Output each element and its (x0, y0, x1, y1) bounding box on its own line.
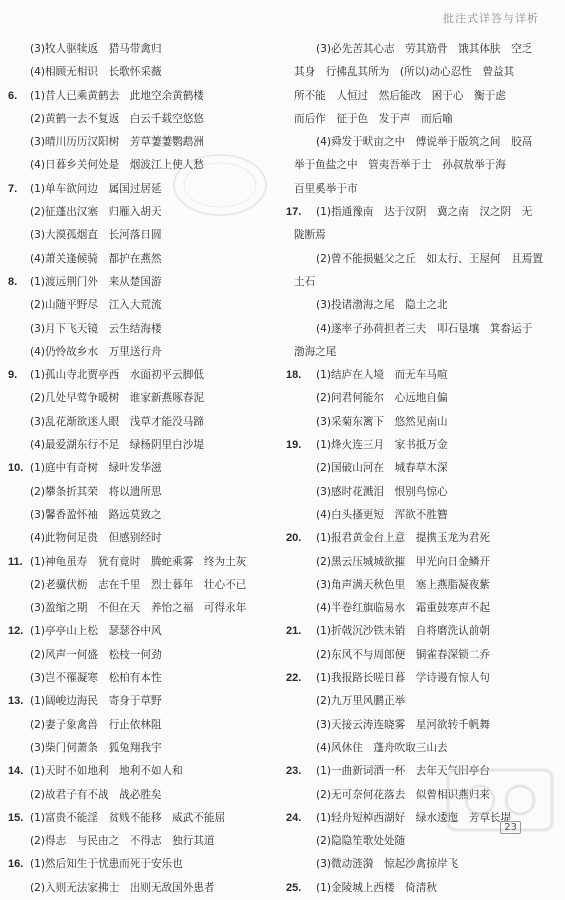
answer-text: (3)天接云涛连晓雾 星河欲转千帆舞 (316, 718, 490, 731)
answer-text: (2)曾不能损魁父之丘 如太行、王屋何 且焉置 (316, 252, 543, 265)
answer-text: (2)攀条折其荣 将以遗所思 (30, 485, 162, 498)
question-number: 20. (286, 532, 302, 545)
answer-text: (3)牧人驱犊返 猎马带禽归 (30, 43, 162, 55)
answer-text: (1)渡远荆门外 来从楚国游 (30, 275, 162, 288)
answer-text: 百里奚举于市 (294, 182, 358, 195)
question-number: 16. (8, 858, 24, 871)
question-number: 9. (8, 369, 18, 382)
answer-line (8, 481, 273, 504)
answer-line (8, 667, 273, 690)
answer-line (286, 714, 556, 737)
answer-line (286, 411, 556, 434)
answer-text: (2)无可奈何花落去 似曾相识燕归来 (316, 788, 490, 801)
answer-text: (3)岂不罹凝寒 松柏有本性 (30, 672, 162, 685)
question-number: 11. (8, 555, 23, 568)
answer-line (286, 504, 556, 527)
answer-text: 所不能 人恒过 然后能改 困于心 衡于虑 (294, 89, 506, 102)
answer-text: (2)国破山河在 城春草木深 (316, 462, 448, 475)
answer-line (286, 644, 556, 667)
answer-text: (1)天时不如地利 地利不如人和 (30, 765, 183, 778)
answer-text: (1)烽火连三月 家书抵万金 (316, 439, 448, 452)
question-number: 13. (8, 695, 24, 708)
answer-text: (1)昔人已乘黄鹤去 此地空余黄鹤楼 (30, 89, 204, 102)
answer-line (286, 318, 556, 341)
answer-line (286, 434, 556, 457)
answer-text: (3)柴门何萧条 狐兔翔我宇 (30, 741, 162, 754)
answer-text: (3)必先苦其心志 劳其筋骨 饿其体肤 空乏 (316, 43, 533, 55)
answer-line (286, 201, 556, 224)
answer-text: (1)结庐在人境 而无车马喧 (316, 369, 448, 382)
answer-text: (2)几处早莺争暖树 谁家新燕啄春泥 (30, 392, 204, 405)
answer-text: 渤海之尾 (294, 345, 337, 358)
answer-text: (4)此物何足贵 但感别经时 (30, 532, 162, 545)
answer-line (286, 38, 556, 61)
answer-line (286, 248, 556, 271)
answer-text: (2)风声一何盛 松枝一何劲 (30, 648, 162, 661)
answer-line (8, 690, 273, 713)
answer-text: (1)然后知生于忧患而死于安乐也 (30, 858, 183, 871)
answer-line (8, 527, 273, 550)
answer-line (8, 434, 273, 457)
answer-text: (2)故君子有不战 战必胜矣 (30, 788, 162, 801)
answer-line (286, 61, 556, 84)
answer-line (8, 85, 273, 108)
answer-text: (3)盈缩之期 不但在天 养怡之福 可得永年 (30, 602, 247, 615)
answer-text: (3)馨香盈怀袖 路远莫致之 (30, 508, 162, 521)
question-number: 23. (286, 765, 302, 778)
answer-line (8, 318, 273, 341)
answer-text: (1)一曲新词酒一杯 去年天气旧亭台 (316, 765, 490, 778)
answer-text: (3)采菊东篱下 悠然见南山 (316, 415, 448, 428)
answer-text: (2)老骥伏枥 志在千里 烈士暮年 壮心不已 (30, 578, 247, 591)
answer-line (8, 644, 273, 667)
answer-text: (3)晴川历历汉阳树 芳草萋萋鹦鹉洲 (30, 136, 204, 149)
answer-text: (1)折戟沉沙铁未销 自将磨洗认前朝 (316, 625, 490, 638)
question-number: 22. (286, 672, 302, 685)
answer-text: 陇断焉 (294, 229, 326, 242)
page-header: 批注式详答与详析 (443, 12, 539, 25)
question-number: 8. (8, 275, 18, 288)
answer-line (8, 457, 273, 480)
answer-line (8, 387, 273, 410)
question-number: 15. (8, 811, 24, 824)
answer-text: (1)金陵城上西楼 倚清秋 (316, 881, 437, 894)
answer-line (286, 481, 556, 504)
answer-text: (3)乱花渐欲迷人眼 浅草才能没马蹄 (30, 415, 204, 428)
answer-line (286, 877, 556, 900)
answer-line (286, 690, 556, 713)
answer-text: (2)隐隐笙歌处处随 (316, 835, 406, 848)
answer-text: (4)白头搔更短 浑欲不胜簪 (316, 508, 448, 521)
answer-line (286, 294, 556, 317)
answer-line (8, 341, 273, 364)
answer-text: (3)感时花溅泪 恨别鸟惊心 (316, 485, 448, 498)
answer-text: (1)孤山寺北贾亭西 水面初平云脚低 (30, 369, 204, 382)
answer-text: (3)大漠孤烟直 长河落日圆 (30, 229, 162, 242)
question-number: 17. (286, 206, 302, 219)
question-number: 7. (8, 182, 18, 195)
answer-text: (2)问君何能尔 心远地自偏 (316, 392, 448, 405)
answer-line (8, 877, 273, 900)
answer-line (286, 527, 556, 550)
question-number: 19. (286, 439, 302, 452)
answer-text: (2)征蓬出汉塞 归雁入胡天 (30, 206, 162, 219)
answer-line (8, 714, 273, 737)
answer-line (8, 61, 273, 84)
answer-line (8, 294, 273, 317)
answer-line (286, 387, 556, 410)
answer-text: (1)阔峻边海民 寄身于草野 (30, 695, 162, 708)
answer-text: (1)富贵不能淫 贫贱不能移 威武不能屈 (30, 811, 226, 824)
answer-text: (2)入则无法家拂士 出则无敌国外患者 (30, 881, 215, 894)
answer-line (286, 551, 556, 574)
answer-text: (4)风休住 蓬舟吹取三山去 (316, 741, 448, 754)
answer-line (286, 224, 556, 247)
answer-line (8, 620, 273, 643)
stamp-icon (170, 150, 270, 220)
answer-line (8, 224, 273, 247)
answer-text: (1)单车欲问边 属国过居延 (30, 182, 162, 195)
answer-line (8, 597, 273, 620)
answer-line (286, 271, 556, 294)
answer-line (286, 85, 556, 108)
answer-line (286, 574, 556, 597)
answer-line (286, 597, 556, 620)
question-number: 12. (8, 625, 24, 638)
page-number: 23 (500, 821, 521, 834)
answer-text: (4)相顾无相识 长歌怀采薇 (30, 66, 162, 79)
answer-line (8, 784, 273, 807)
answer-text: (4)舜发于畎亩之中 傅说举于版筑之间 胶鬲 (316, 136, 533, 149)
question-number: 18. (286, 369, 302, 382)
question-number: 25. (286, 881, 302, 894)
answer-text: (3)角声满天秋色里 塞上燕脂凝夜紫 (316, 578, 490, 591)
answer-line (8, 411, 273, 434)
answer-text: (3)投诸渤海之尾 隐土之北 (316, 299, 448, 312)
question-number: 24. (286, 811, 302, 824)
answer-line (8, 737, 273, 760)
answer-line (8, 807, 273, 830)
question-number: 21. (286, 625, 302, 638)
answer-text: (2)山随平野尽 江入大荒流 (30, 299, 162, 312)
answer-line (8, 248, 273, 271)
answer-line (286, 364, 556, 387)
answer-text: (4)最爱湖东行不足 绿杨阴里白沙堤 (30, 439, 204, 452)
answer-line (8, 551, 273, 574)
answer-text: (1)亭亭山上松 瑟瑟谷中风 (30, 625, 162, 638)
answer-line (286, 154, 556, 177)
answer-text: (4)半卷红旗临易水 霜重鼓寒声不起 (316, 602, 490, 615)
answer-text: (2)东风不与周郎便 铜雀春深锁二乔 (316, 648, 490, 661)
answer-line (8, 38, 273, 61)
answer-line (286, 108, 556, 131)
answer-text: (1)报君黄金台上意 提携玉龙为君死 (316, 532, 490, 545)
answer-text: 而后作 征于色 发于声 而后喻 (294, 112, 453, 125)
answer-line (8, 574, 273, 597)
answer-text: (2)得志 与民由之 不得志 独行其道 (30, 835, 215, 848)
answer-line (286, 667, 556, 690)
answer-line (286, 178, 556, 201)
answer-line (8, 364, 273, 387)
answer-text: 土石 (294, 275, 316, 288)
answer-text: (1)庭中有奇树 绿叶发华滋 (30, 462, 162, 475)
answer-text: (4)仍怜故乡水 万里送行舟 (30, 345, 162, 358)
answer-line (8, 504, 273, 527)
answer-text: (2)黑云压城城欲摧 甲光向日金鳞开 (316, 555, 490, 568)
answer-text: 其身 行拂乱其所为 (所以)动心忍性 曾益其 (294, 66, 515, 79)
answer-text: (2)妻子象禽兽 行止依林阻 (30, 718, 162, 731)
answer-text: (3)月下飞天镜 云生结海楼 (30, 322, 162, 335)
answer-text: 举于鱼盐之中 管夷吾举于士 孙叔敖举于海 (294, 159, 506, 172)
question-number: 6. (8, 89, 18, 102)
answer-text: (2)九万里风鹏正举 (316, 695, 406, 708)
answer-text: (4)遂率子孙荷担者三夫 叩石垦壤 箕畚运于 (316, 322, 533, 335)
answer-text: (1)指通豫南 达于汉阴 冀之南 汉之阴 无 (316, 206, 533, 219)
answer-line (286, 131, 556, 154)
answer-line (286, 341, 556, 364)
answer-line (8, 108, 273, 131)
answer-line (286, 457, 556, 480)
answer-line (8, 853, 273, 876)
answer-text: (1)神龟虽寿 犹有竟时 腾蛇乘雾 终为土灰 (30, 555, 247, 568)
answer-line (286, 737, 556, 760)
answer-line (286, 620, 556, 643)
answer-text: (4)萧关逢候骑 都护在燕然 (30, 252, 162, 265)
answer-line (286, 853, 556, 876)
answer-line (8, 271, 273, 294)
question-number: 10. (8, 462, 24, 475)
question-number: 14. (8, 765, 24, 778)
answer-text: (2)黄鹤一去不复返 白云千载空悠悠 (30, 112, 204, 125)
answer-text: (1)轻舟短棹西湖好 绿水逶迤 芳草长堤 (316, 811, 512, 824)
answer-line (8, 760, 273, 783)
answer-text: (4)日暮乡关何处是 烟波江上使人愁 (30, 159, 204, 172)
answer-text: (1)我报路长嗟日暮 学诗谩有惊人句 (316, 672, 490, 685)
answer-text: (3)微动涟漪 惊起沙禽掠岸飞 (316, 858, 459, 871)
